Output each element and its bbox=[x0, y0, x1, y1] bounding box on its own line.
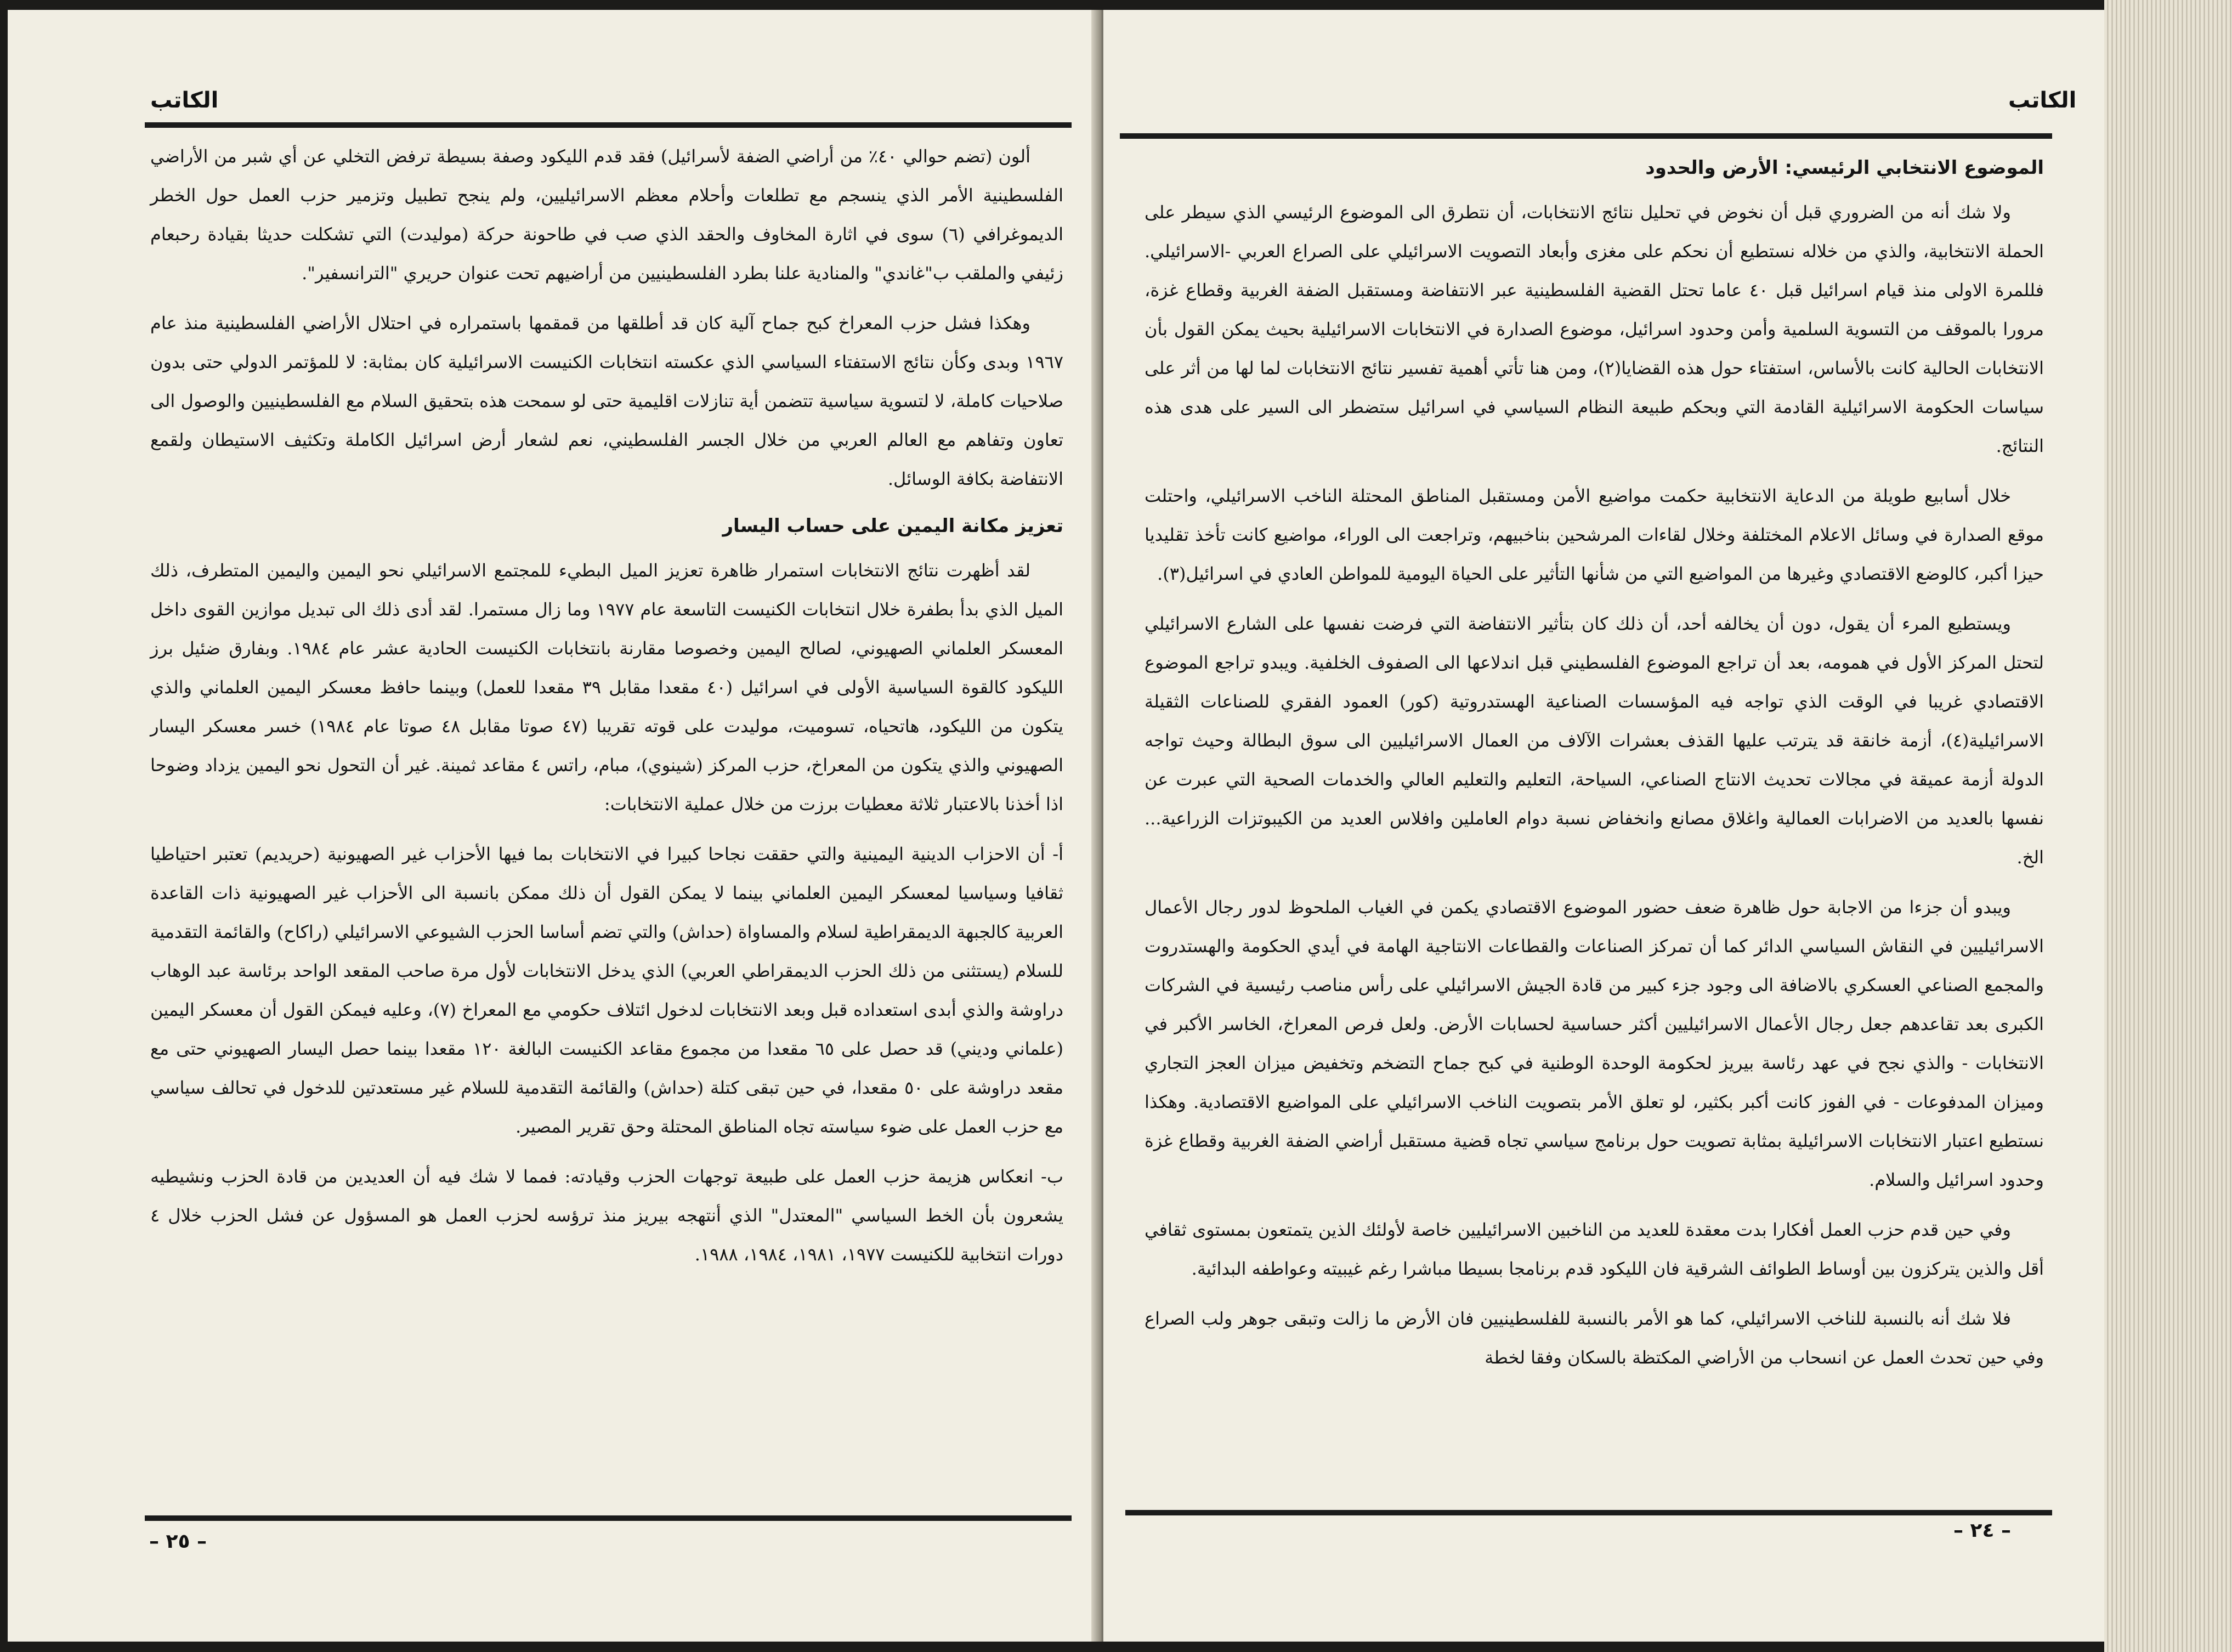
header-rule bbox=[145, 122, 1072, 128]
right-page bbox=[1103, 10, 2104, 1642]
header-rule bbox=[1120, 133, 2052, 139]
page-number: – ٢٤ – bbox=[1953, 1519, 2012, 1542]
paragraph: ب- انعكاس هزيمة حزب العمل على طبيعة توجهات الحزب وقيادته: فمما لا شك فيه أن العديدين من قادة الحزب ونشيطيه يشعرون بأن الخط السياسي "المعتدل" الذي أنتهجه بيريز منذ ترؤسه لحزب العمل هو المسؤول عن فشل الحزب خلال ٤ دورات انتخابية للكنيست ١٩٧٧، ١٩٨١، ١٩٨٤، ١٩٨٨. bbox=[150, 1166, 1064, 1265]
footer-rule bbox=[145, 1515, 1072, 1521]
book-page-edges bbox=[2104, 0, 2232, 1652]
running-head: الكاتب bbox=[150, 88, 219, 113]
left-page bbox=[8, 10, 1099, 1642]
page-number: – ٢٥ – bbox=[149, 1530, 207, 1553]
paragraph: وفي حين قدم حزب العمل أفكارا بدت معقدة للعديد من الناخبين الاسرائيليين خاصة لأولئك الذين يتمتعون بمستوى ثقافي أقل والذين يتركزون بين أوساط الطوائف الشرقية فان الليكود قدم برنامجا بسيطا مباشرا رغم غيبيته وعواطفه البدائية. bbox=[1145, 1219, 2044, 1279]
paragraph: فلا شك أنه بالنسبة للناخب الاسرائيلي، كما هو الأمر بالنسبة للفلسطينيين فان الأرض ما زالت وتبقى جوهر ولب الصراع وفي حين تحدث العمل عن انسحاب من الأراضي المكتظة بالسكان وفقا لخطة bbox=[1145, 1308, 2044, 1368]
section-heading: الموضوع الانتخابي الرئيسي: الأرض والحدود bbox=[1645, 157, 2044, 179]
paragraph: ولا شك أنه من الضروري قبل أن نخوض في تحليل نتائج الانتخابات، أن نتطرق الى الموضوع الرئيسي الذي سيطر على الحملة الانتخابية، والذي من خلاله نستطيع أن نحكم على مغزى وأبعاد التصويت الاسرائيلي على الصراع العربي -الاسرائيلي. فللمرة الاولى منذ قيام اسرائيل قبل ٤٠ عاما تحتل القضية الفلسطينية عبر الانتفاضة ومستقبل الضفة الغربية وقطاع غزة، مرورا بالموقف من التسوية السلمية وأمن وحدود اسرائيل، موضوع الصدارة في الانتخابات الاسرائيلية بحيث يمكن القول بأن الانتخابات الحالية كانت بالأساس، استفتاء حول هذه القضايا(٢)، ومن هنا تأتي أهمية تفسير نتائج الانتخابات لما لها من أثر على سياسات الحكومة الاسرائيلية القادمة التي وبحكم طبيعة النظام السياسي في اسرائيل ستضطر الى السير على هدى هذه النتائج. bbox=[1145, 202, 2044, 456]
footer-rule bbox=[1125, 1510, 2052, 1515]
paragraph: أ- أن الاحزاب الدينية اليمينية والتي حققت نجاحا كبيرا في الانتخابات بما فيها الأحزاب غير الصهيونية (حريديم) تعتبر احتياطيا ثقافيا وسياسيا لمعسكر اليمين العلماني بينما لا يمكن القول أن ذلك ممكن بانسبة الى الأحزاب غير الصهيونية ذات القاعدة العربية كالجبهة الديمقراطية لسلام والمساواة (حداش) والتي تضم أساسا الحزب الشيوعي الاسرائيلي (راكاح) والقائمة التقدمية للسلام (يستثنى من ذلك الحزب الديمقراطي العربي) الذي يدخل الانتخابات لأول مرة صاحب المقعد الواحد برئاسة عبد الوهاب دراوشة والذي أبدى استعداده قبل وبعد الانتخابات لدخول ائتلاف حكومي مع المعراخ (٧)، وعليه فيمكن القول أن معسكر اليمين (علماني وديني) قد حصل على ٦٥ مقعدا من مجموع مقاعد الكنيست البالغة ١٢٠ مقعدا بينما حصل اليسار الصهيوني حتى مع مقعد دراوشة على ٥٠ مقعدا، في حين تبقى كتلة (حداش) والقائمة التقدمية للسلام غير مستعدتين للدخول في تحالف سياسي مع حزب العمل على ضوء سياسته تجاه المناطق المحتلة وحق تقرير المصير. bbox=[150, 844, 1064, 1137]
text-column bbox=[150, 137, 1063, 1285]
running-head: الكاتب bbox=[2008, 88, 2077, 113]
paragraph: لقد أظهرت نتائج الانتخابات استمرار ظاهرة تعزيز الميل البطيء للمجتمع الاسرائيلي نحو اليمين واليمين المتطرف، ذلك الميل الذي بدأ بطفرة خلال انتخابات الكنيست التاسعة عام ١٩٧٧ وما زال مستمرا. لقد أدى ذلك الى تبديل موازين القوى داخل المعسكر العلماني الصهيوني، لصالح اليمين وخصوصا مقارنة بانتخابات الكنيست الحادية عشر عام ١٩٨٤. وبفارق ضئيل برز الليكود كالقوة السياسية الأولى في اسرائيل (٤٠ مقعدا مقابل ٣٩ مقعدا للعمل) وبينما حافظ معسكر اليمين العلماني والذي يتكون من الليكود، هاتحياه، تسوميت، موليدت على قوته تقريبا (٤٧ صوتا مقابل ٤٨ صوتا عام ١٩٨٤) خسر معسكر اليسار الصهيوني والذي يتكون من المعراخ، حزب المركز (شينوي)، مبام، راتس ٤ مقاعد ثمينة. غير أن التحول نحو اليمين يزداد وضوحا اذا أخذنا بالاعتبار ثلاثة معطيات برزت من خلال عملية الانتخابات: bbox=[150, 560, 1064, 814]
paragraph: خلال أسابيع طويلة من الدعاية الانتخابية حكمت مواضيع الأمن ومستقبل المناطق المحتلة الناخب الاسرائيلي، واحتلت موقع الصدارة في وسائل الاعلام المختلفة وخلال لقاءات المرشحين بناخبيهم، وتراجعت الى الوراء، مواضيع كانت تأخذ تقليديا حيزا أكبر، كالوضع الاقتصادي وغيرها من المواضيع التي من شأنها التأثير على الحياة اليومية للمواطن العادي في اسرائيل(٣). bbox=[1145, 485, 2044, 584]
text-column bbox=[1145, 148, 2044, 1388]
paragraph: وهكذا فشل حزب المعراخ كبح جماح آلية كان قد أطلقها من قمقمها باستمراره في احتلال الأراضي الفلسطينية منذ عام ١٩٦٧ وبدى وكأن نتائج الاستفتاء السياسي الذي عكسته انتخابات الكنيست الاسرائيلية كان بمثابة: لا للمؤتمر الدولي حتى بدون صلاحيات كاملة، لا لتسوية سياسية تتضمن أية تنازلات اقليمية حتى لو سمحت هذه بتحقيق السلام مع الفلسطينيين والوصول الى تعاون وتفاهم مع العالم العربي من خلال الجسر الفلسطيني، نعم لشعار أرض اسرائيل الكاملة وتكثيف الاستيطان ولقمع الانتفاضة بكافة الوسائل. bbox=[150, 313, 1063, 489]
paragraph: ويبدو أن جزءا من الاجابة حول ظاهرة ضعف حضور الموضوع الاقتصادي يكمن في الغياب الملحوظ لدور رجال الأعمال الاسرائيليين في النقاش السياسي الدائر كما أن تمركز الصناعات والقطاعات الانتاجية الهامة في أيدي الحكومة والهستدروت والمجمع الصناعي العسكري بالاضافة الى وجود جزء كبير من قادة الجيش الاسرائيلي على رأس مناصب رئيسية في الشركات الكبرى بعد تقاعدهم جعل رجال الأعمال الاسرائيليين أكثر حساسية لحسابات الأرض. ولعل فرص المعراخ، الخاسر الأكبر في الانتخابات - والذي نجح في عهد رئاسة بيريز لحكومة الوحدة الوطنية في كبح جماح التضخم وتخفيض ميزان العجز التجاري وميزان المدفوعات - في الفوز كانت أكبر بكثير، لو تعلق الأمر بتصويت الناخب الاسرائيلي على المواضيع الاقتصادية. وهكذا نستطيع اعتبار الانتخابات الاسرائيلية بمثابة تصويت حول برنامج سياسي تجاه قضية مستقبل أراضي الضفة الغربية وقطاع غزة وحدود اسرائيل والسلام. bbox=[1145, 897, 2044, 1190]
paragraph: ويستطيع المرء أن يقول، دون أن يخالفه أحد، أن ذلك كان بتأثير الانتفاضة التي فرضت نفسها على الشارع الاسرائيلي لتحتل المركز الأول في همومه، بعد أن تراجع الموضوع الفلسطيني قبل اندلاعها الى الصفوف الخلفية. ويبدو تراجع الموضوع الاقتصادي غريبا في الوقت الذي تواجه فيه المؤسسات الصناعية الهستدروتية (كور) العمود الفقري للصناعات الثقيلة الاسرائيلية(٤)، أزمة خانقة قد يترتب عليها القذف بعشرات الآلاف من العمال الاسرائيليين الى سوق البطالة وحيث تواجه الدولة أزمة عميقة في مجالات تحديث الانتاج الصناعي، السياحة، التعليم والتعليم العالي والخدمات الصحية التي عبرت عن نفسها بالعديد من الاضرابات العمالية واغلاق مصانع وانخفاض نسبة دوام العاملين وافلاس العديد من الكيبوتزات الزراعية... الخ. bbox=[1145, 613, 2044, 868]
section-heading: تعزيز مكانة اليمين على حساب اليسار bbox=[722, 515, 1063, 537]
paragraph: ألون (تضم حوالي ٤٠٪ من أراضي الضفة لأسرائيل) فقد قدم الليكود وصفة بسيطة ترفض التخلي عن أي شبر من الأراضي الفلسطينية الأمر الذي ينسجم مع تطلعات وأحلام معظم الاسرائيليين، ولم ينجح تطبيل وتزمير حزب العمل حول الخطر الديموغرافي (٦) سوى في اثارة المخاوف والحقد الذي صب في طاحونة حركة (موليدت) التي تشكلت حديثا بقيادة رحبعام زئيفي والملقب ب"غاندي" والمنادية علنا بطرد الفلسطينيين من أراضيهم تحت عنوان حريري "الترانسفير". bbox=[150, 146, 1064, 284]
